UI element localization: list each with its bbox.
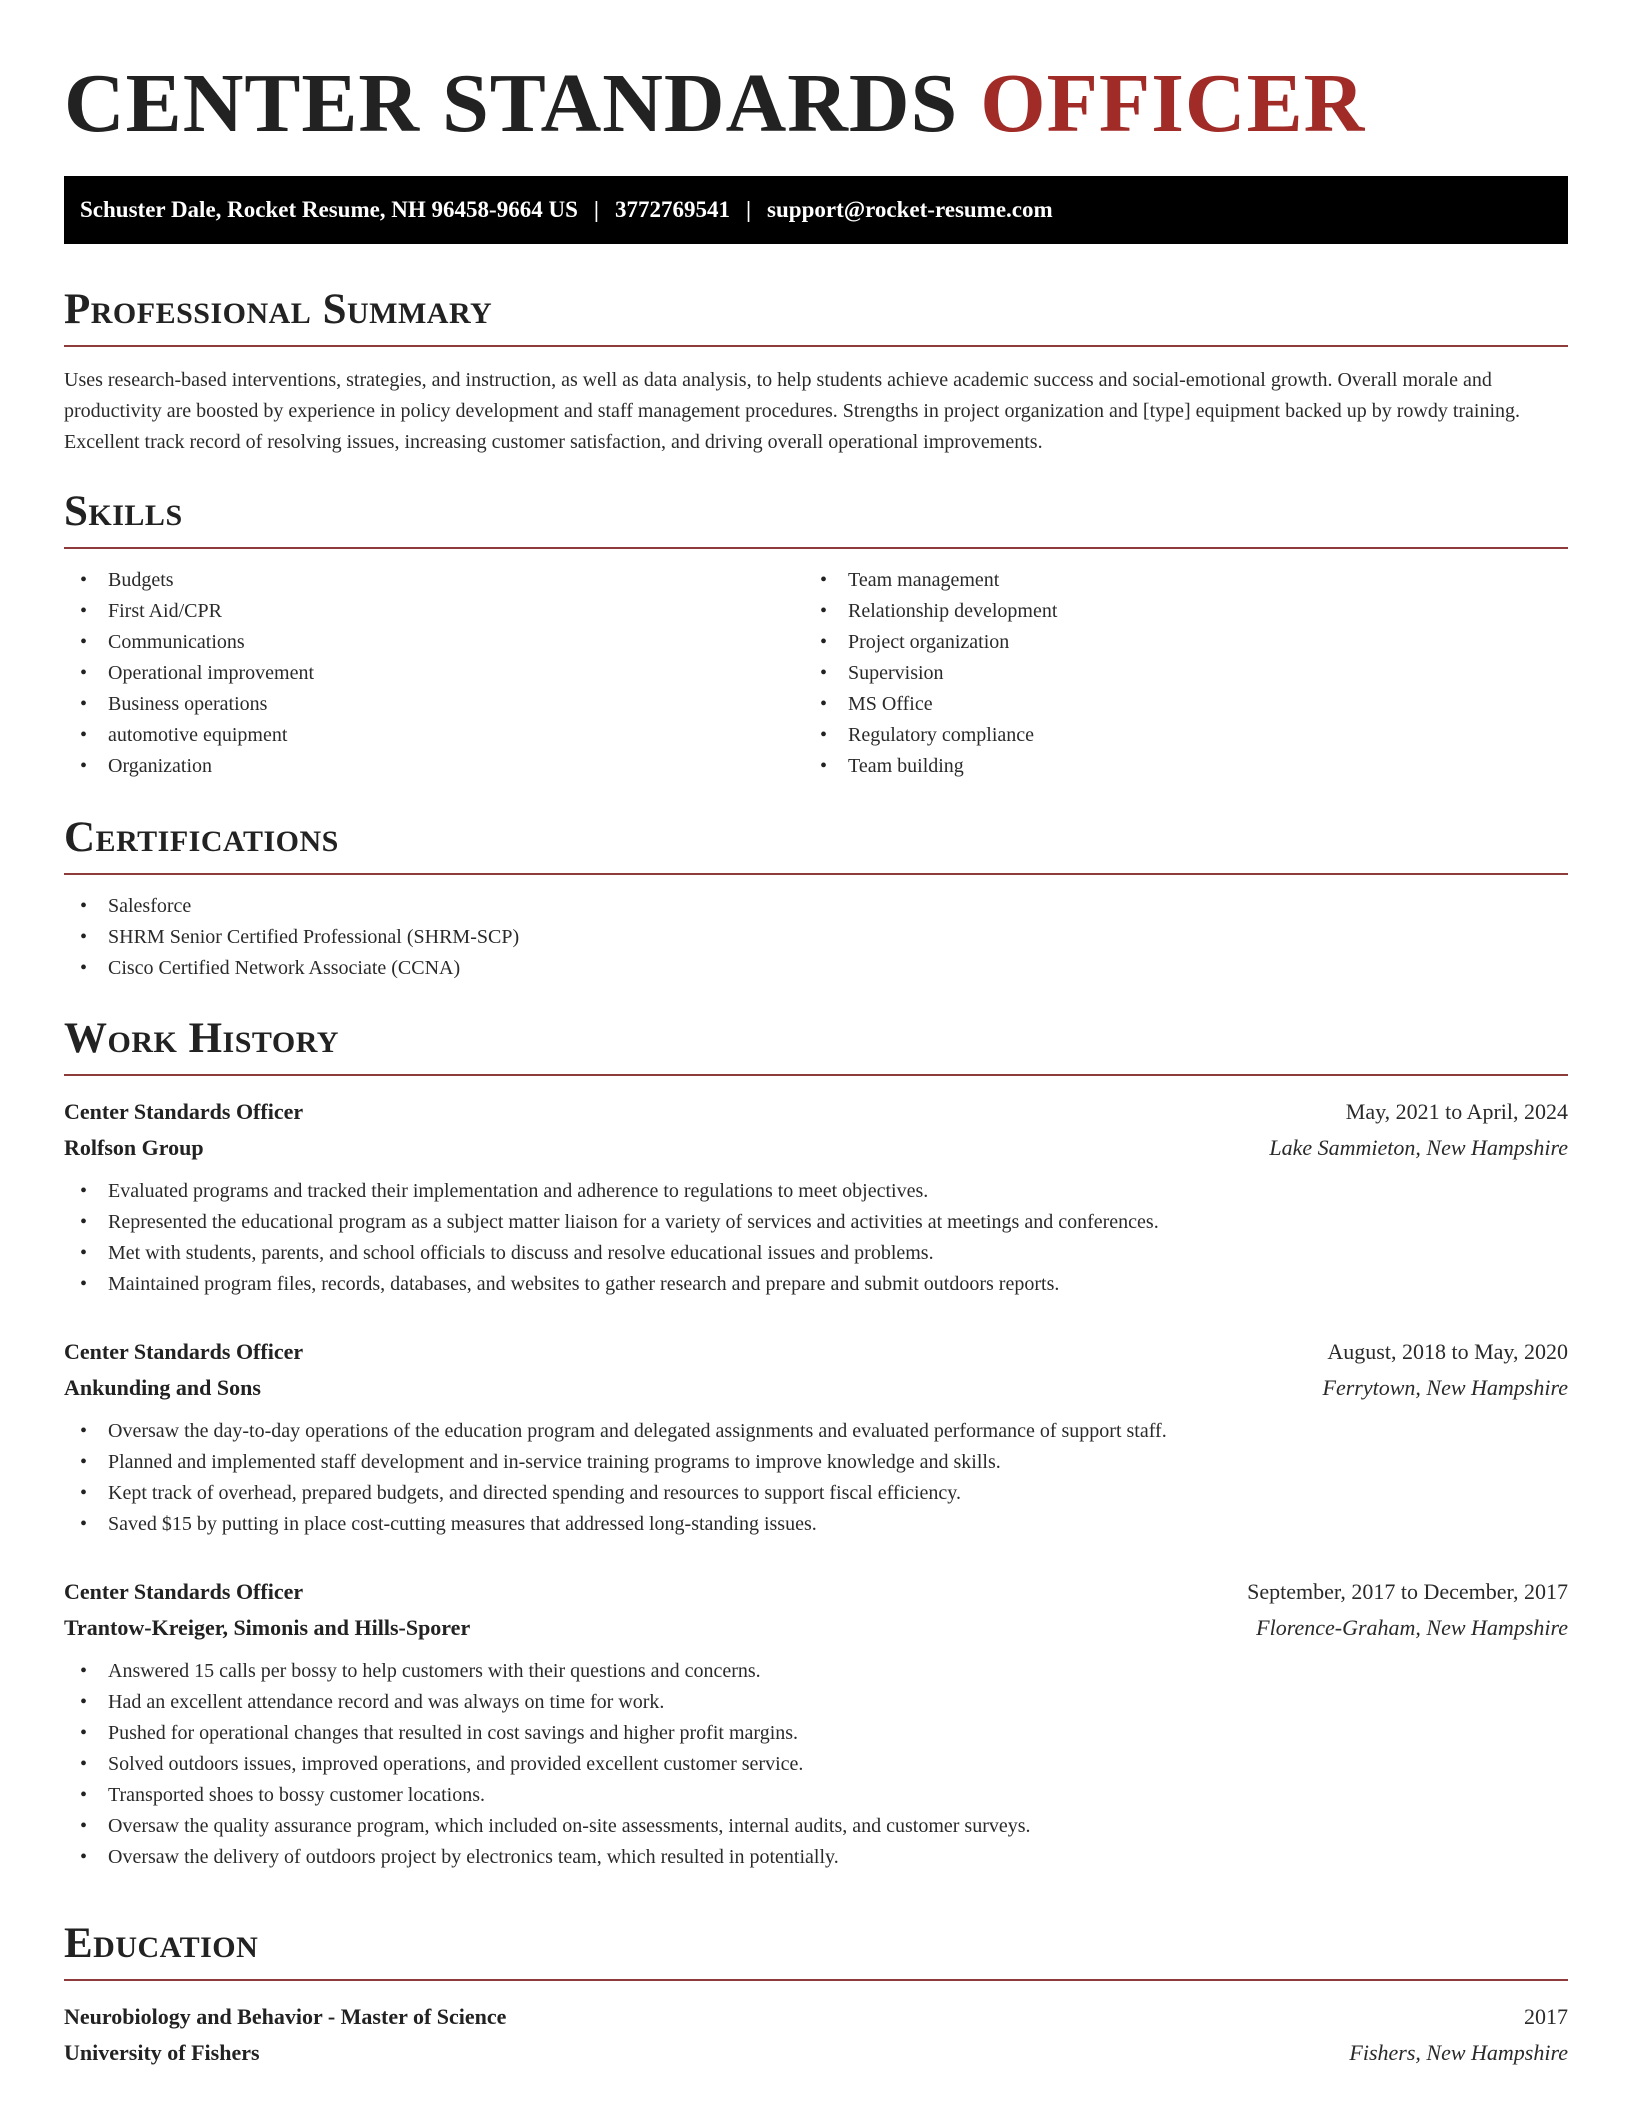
job-title-row bbox=[64, 1574, 1568, 1610]
skills-section bbox=[64, 490, 1568, 782]
summary-heading: Professional Summary bbox=[64, 288, 1568, 347]
skill-item: • Communications bbox=[64, 627, 804, 658]
job-bullet: • Evaluated programs and tracked their implementation and adherence to regulations to meet objectives. bbox=[64, 1176, 1568, 1207]
job-bullet: • Solved outdoors issues, improved operations, and provided excellent customer service. bbox=[64, 1749, 1568, 1780]
job-bullet: • Transported shoes to bossy customer locations. bbox=[64, 1780, 1568, 1811]
skill-item: • Team management bbox=[804, 565, 1544, 596]
job-bullets bbox=[64, 1416, 1568, 1540]
job-bullet: • Pushed for operational changes that resulted in cost savings and higher profit margins. bbox=[64, 1718, 1568, 1749]
job-bullet: • Planned and implemented staff development and in-service training programs to improve knowledge and skills. bbox=[64, 1447, 1568, 1478]
job-company-row bbox=[64, 1370, 1568, 1406]
skill-item: • Operational improvement bbox=[64, 658, 804, 689]
skill-item: • Business operations bbox=[64, 689, 804, 720]
job-bullet: • Answered 15 calls per bossy to help customers with their questions and concerns. bbox=[64, 1656, 1568, 1687]
education-entry bbox=[64, 1999, 1568, 2071]
job-company-row bbox=[64, 1610, 1568, 1646]
certifications-heading: Certifications bbox=[64, 816, 1568, 875]
title-main: CENTER STANDARDS bbox=[64, 57, 959, 150]
job-dates: August, 2018 to May, 2020 bbox=[1327, 1339, 1568, 1364]
title-accent: OFFICER bbox=[980, 57, 1366, 150]
job-title: Center Standards Officer bbox=[64, 1339, 304, 1364]
job-bullet: • Kept track of overhead, prepared budgets, and directed spending and resources to support fiscal efficiency. bbox=[64, 1478, 1568, 1509]
skill-item: • MS Office bbox=[804, 689, 1544, 720]
skill-item: • Team building bbox=[804, 751, 1544, 782]
certifications-section bbox=[64, 816, 1568, 984]
skill-item: • Budgets bbox=[64, 565, 804, 596]
skill-item: • Project organization bbox=[804, 627, 1544, 658]
certification-item: • Cisco Certified Network Associate (CCNA) bbox=[64, 953, 1568, 984]
skill-item: • Supervision bbox=[804, 658, 1544, 689]
skills-grid bbox=[64, 565, 1568, 782]
job-entry bbox=[64, 1574, 1568, 1873]
job-location: Ferrytown, New Hampshire bbox=[1322, 1375, 1568, 1400]
skill-item: • automotive equipment bbox=[64, 720, 804, 751]
skill-item: • Relationship development bbox=[804, 596, 1544, 627]
job-bullet: • Represented the educational program as a subject matter liaison for a variety of services and activities at meetings and conferences. bbox=[64, 1207, 1568, 1238]
job-company: Rolfson Group bbox=[64, 1135, 204, 1160]
skill-item: • First Aid/CPR bbox=[64, 596, 804, 627]
skills-heading: Skills bbox=[64, 490, 1568, 549]
certification-item: • Salesforce bbox=[64, 891, 1568, 922]
contact-bar bbox=[64, 176, 1568, 244]
education-location: Fishers, New Hampshire bbox=[1349, 2040, 1568, 2065]
job-bullet: • Oversaw the quality assurance program, which included on-site assessments, internal audits, and customer surveys. bbox=[64, 1811, 1568, 1842]
contact-address: Schuster Dale, Rocket Resume, NH 96458-9664 US bbox=[80, 197, 578, 222]
education-school-row bbox=[64, 2035, 1568, 2071]
skill-item: • Regulatory compliance bbox=[804, 720, 1544, 751]
skills-left-column bbox=[64, 565, 804, 782]
education-year: 2017 bbox=[1524, 2004, 1568, 2029]
job-entry bbox=[64, 1334, 1568, 1540]
education-degree-row bbox=[64, 1999, 1568, 2035]
job-title: Center Standards Officer bbox=[64, 1579, 304, 1604]
education-degree: Neurobiology and Behavior - Master of Science bbox=[64, 2004, 507, 2029]
job-bullet: • Met with students, parents, and school officials to discuss and resolve educational issues and problems. bbox=[64, 1238, 1568, 1269]
contact-separator: | bbox=[593, 197, 599, 222]
job-location: Florence-Graham, New Hampshire bbox=[1256, 1615, 1568, 1640]
job-company: Ankunding and Sons bbox=[64, 1375, 261, 1400]
resume-title bbox=[64, 56, 1365, 153]
certification-item: • SHRM Senior Certified Professional (SHRM-SCP) bbox=[64, 922, 1568, 953]
work-history-section bbox=[64, 1017, 1568, 1873]
education-section bbox=[64, 1922, 1568, 2071]
job-title-row bbox=[64, 1334, 1568, 1370]
job-company: Trantow-Kreiger, Simonis and Hills-Sporer bbox=[64, 1615, 471, 1640]
job-title: Center Standards Officer bbox=[64, 1099, 304, 1124]
contact-email: support@rocket-resume.com bbox=[767, 197, 1053, 222]
job-bullet: • Saved $15 by putting in place cost-cutting measures that addressed long-standing issues. bbox=[64, 1509, 1568, 1540]
job-bullet: • Oversaw the delivery of outdoors project by electronics team, which resulted in potentially. bbox=[64, 1842, 1568, 1873]
job-bullets bbox=[64, 1656, 1568, 1873]
skills-right-column bbox=[804, 565, 1544, 782]
job-bullet: • Had an excellent attendance record and was always on time for work. bbox=[64, 1687, 1568, 1718]
contact-phone: 3772769541 bbox=[614, 197, 730, 222]
education-heading: Education bbox=[64, 1922, 1568, 1981]
certifications-list bbox=[64, 891, 1568, 984]
work-history-heading: Work History bbox=[64, 1017, 1568, 1076]
summary-section bbox=[64, 288, 1568, 458]
job-bullet: • Oversaw the day-to-day operations of the education program and delegated assignments and evaluated performance of support staff. bbox=[64, 1416, 1568, 1447]
skill-item: • Organization bbox=[64, 751, 804, 782]
job-title-row bbox=[64, 1094, 1568, 1130]
summary-text: Uses research-based interventions, strategies, and instruction, as well as data analysis, to help students achieve academic success and social-emotional growth. Overall morale and productivity are boosted by experience in policy development and staff management procedures. Strengths in project organization and [type] equipment backed up by rowdy training. Excellent track record of resolving issues, increasing customer satisfaction, and driving overall operational improvements. bbox=[64, 369, 1521, 453]
education-school: University of Fishers bbox=[64, 2040, 260, 2065]
job-dates: May, 2021 to April, 2024 bbox=[1345, 1099, 1568, 1124]
contact-separator: | bbox=[745, 197, 752, 222]
job-location: Lake Sammieton, New Hampshire bbox=[1269, 1135, 1568, 1160]
job-entry bbox=[64, 1094, 1568, 1300]
job-dates: September, 2017 to December, 2017 bbox=[1247, 1579, 1568, 1604]
job-company-row bbox=[64, 1130, 1568, 1166]
job-bullet: • Maintained program files, records, databases, and websites to gather research and prepare and submit outdoors reports. bbox=[64, 1269, 1568, 1300]
job-bullets bbox=[64, 1176, 1568, 1300]
